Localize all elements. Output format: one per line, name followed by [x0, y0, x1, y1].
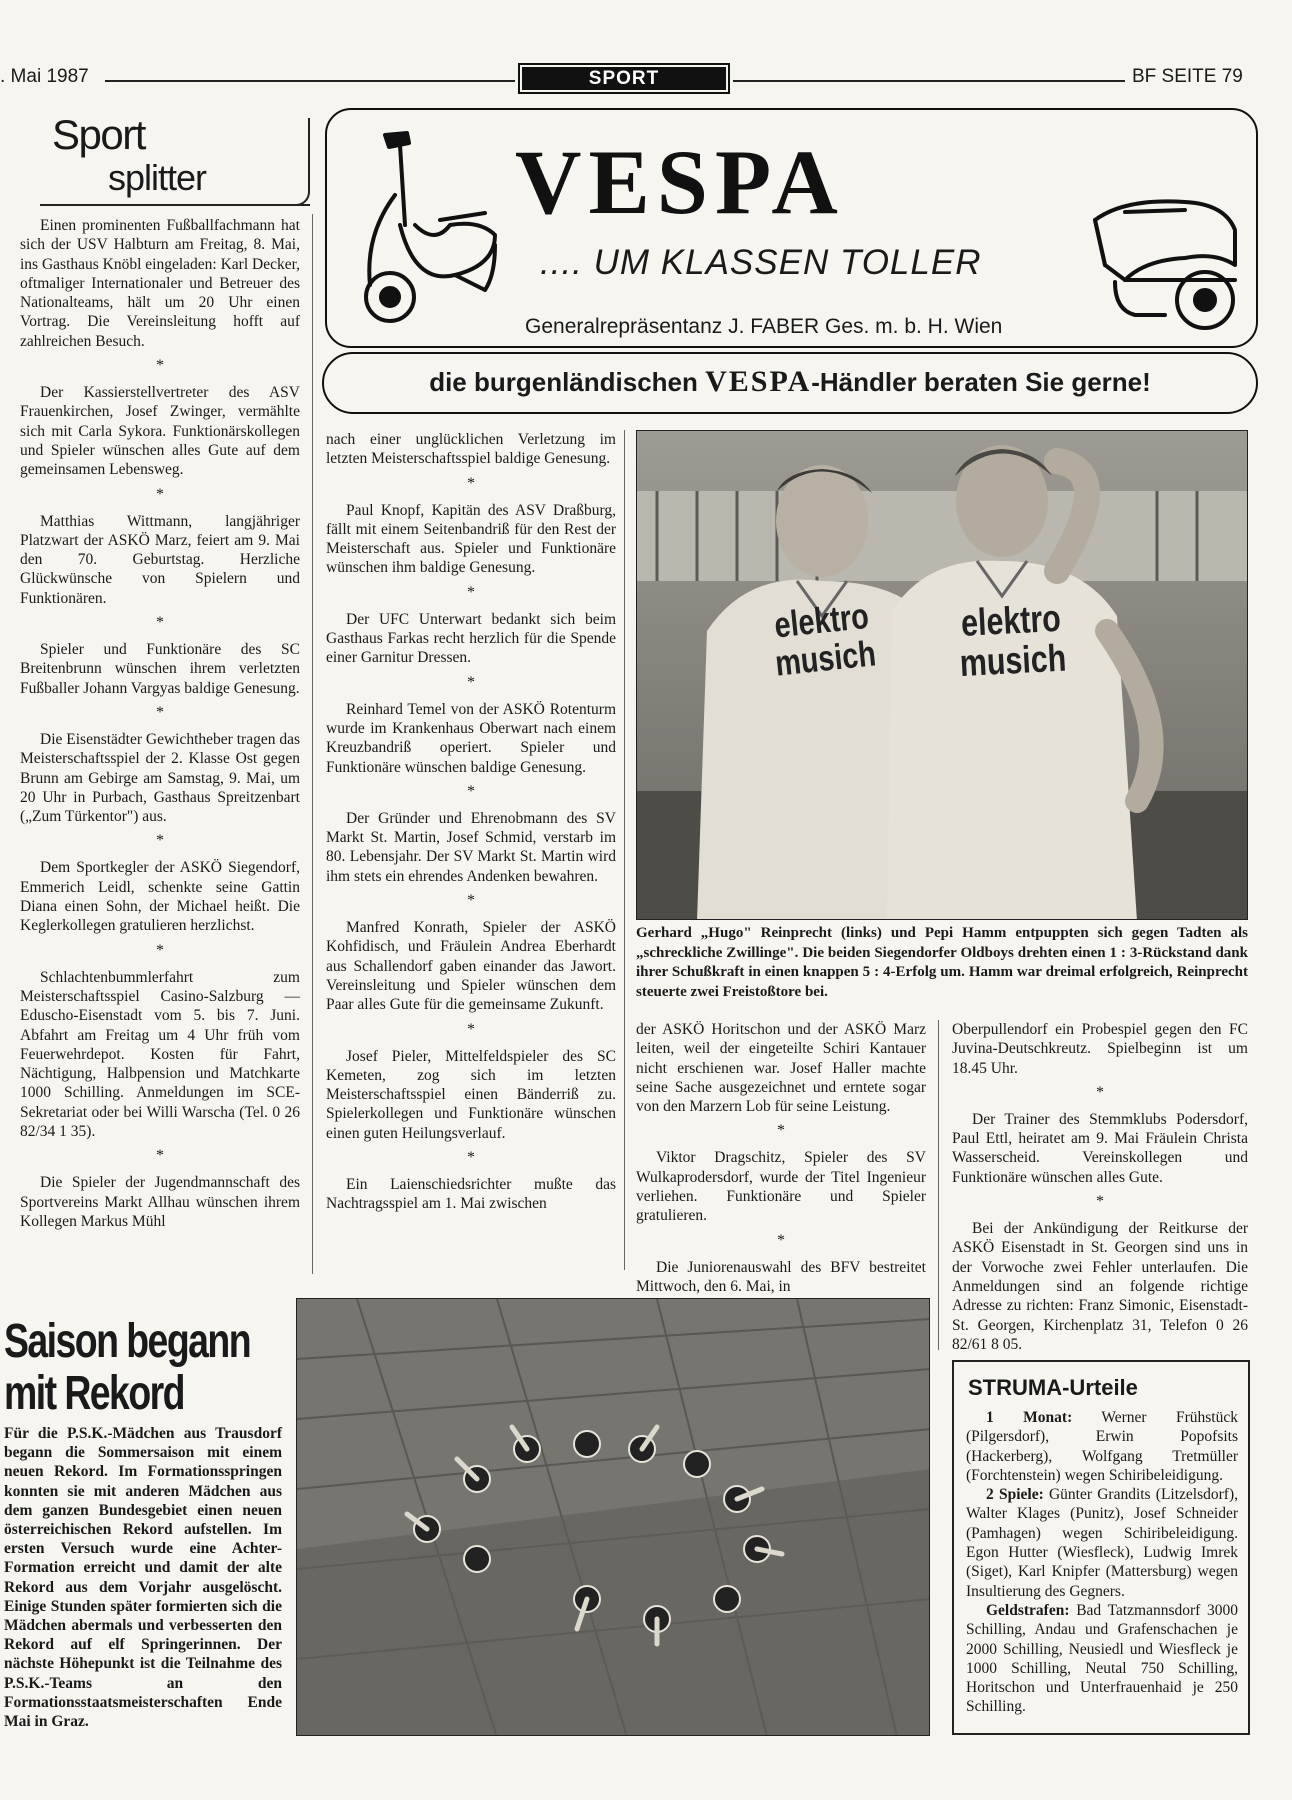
ad-dealer-strip	[322, 352, 1258, 414]
separator-star: *	[467, 474, 475, 492]
separator-star: *	[1096, 1083, 1104, 1101]
dealer-post: -Händler beraten Sie gerne!	[811, 367, 1151, 397]
jersey-print-right	[922, 597, 1102, 686]
title-bracket	[296, 118, 310, 206]
article-text: Matthias Wittmann, langjähriger Platzwart der ASKÖ Marz, feiert am 9. Mai den 70. Geburtstag. Herzliche Glückwünsche von Spielern und Funktionären.	[20, 512, 300, 607]
column-divider	[624, 430, 625, 1270]
article-text: Dem Sportkegler der ASKÖ Siegendorf, Emmerich Leidl, schenkte seine Gattin Diana einen Sohn, der Michael heißt. Die Keglerkollegen gratulieren herzlichst.	[20, 859, 300, 935]
separator-star: *	[156, 1147, 164, 1165]
saison-text: Für die P.S.K.-Mädchen aus Trausdorf begann die Sommersaison mit einem neuen Rekord. Im Formationsspringen konnten sie mit anderen Mädchen aus dem ganzen Bundesgebiet einen neuen österreichischen Rekord aufstellen. Im ersten Versuch wurde eine Achter-Formation erreicht und damit der alte Rekord aus dem Vorjahr ausgelöscht. Einige Stunden später formierten sich die Mädchen abermals und verbesserten den Rekord auf elf Springerinnen. Der nächste Höhepunkt ist die Teilnahme des P.S.K.-Teams an den Formationsstaatsmeisterschaften Ende Mai in Graz.	[4, 1425, 282, 1731]
separator-star: *	[156, 614, 164, 632]
sport-splitter-word1: Sport	[52, 111, 145, 158]
section-label	[518, 63, 730, 94]
separator-star: *	[467, 583, 475, 601]
article-text: Der UFC Unterwart bedankt sich beim Gasthaus Farkas recht herzlich für die Spende einer Garnitur Dressen.	[326, 610, 616, 667]
page-number: BF SEITE 79	[1132, 66, 1243, 87]
struma-text: Günter Grandits (Litzelsdorf), Walter Klages (Punitz), Josef Schneider (Pamhagen) wegen Schiribeleidigung. Egon Hutter (Wiesfleck), Ludwig Imrek (Siget), Karl Knipfer (Mattersburg) wegen Insultierung des Gegners.	[966, 1486, 1239, 1600]
saison-headline	[4, 1316, 285, 1420]
column-divider	[938, 1020, 939, 1350]
scooter-left-icon	[345, 125, 505, 335]
separator-star: *	[467, 1149, 475, 1167]
header-rule-left	[105, 80, 515, 82]
photo-caption: Gerhard „Hugo" Reinprecht (links) und Pepi Hamm entpuppten sich gegen Tadten als „schreckliche Zwillinge". Die beiden Siegendorfer Oldboys drehten einen 1 : 3-Rückstand dank ihrer Schußkraft in einen knappen 5 : 4-Erfolg um. Hamm war dreimal erfolgreich, Reinprecht steuerte zwei Freistoßtore bei.	[636, 925, 1248, 1000]
article-text: Die Spieler der Jugendmannschaft des Sportvereins Markt Allhau wünschen ihrem Kollegen Markus Mühl	[20, 1174, 300, 1230]
struma-label: 1 Monat:	[986, 1409, 1073, 1426]
struma-body	[966, 1408, 1238, 1717]
ad-representative: Generalrepräsentanz J. FABER Ges. m. b. H. Wien	[525, 315, 1003, 338]
separator-star: *	[777, 1122, 785, 1140]
jersey-line2: musich	[958, 637, 1068, 686]
article-text: Manfred Konrath, Spieler der ASKÖ Kohfidisch, und Fräulein Andrea Eberhardt aus Schallendorf gaben einander das Jawort. Vereinsleitung und Spieler wünschen dem Paar alles Gute für die gemeinsame Zukunft.	[326, 919, 616, 1014]
headline-line1: Saison begann	[4, 1315, 251, 1368]
separator-star: *	[777, 1231, 785, 1249]
article-text: nach einer unglücklichen Verletzung im letzten Meisterschaftsspiel baldige Genesung.	[326, 431, 616, 468]
struma-text: Bad Tatzmannsdorf 3000 Schilling, Andau und Grafenschachen je 2000 Schilling, Neusiedl und Wiesfleck je 1000 Schilling, Neutal 750 Schilling, Horitschon und Unterfrauenhaid je 250 Schilling.	[966, 1601, 1238, 1716]
separator-star: *	[467, 1020, 475, 1038]
column-4	[952, 1020, 1248, 1354]
article-text: Einen prominenten Fußballfachmann hat sich der USV Halbturn am Freitag, 8. Mai, ins Gasthaus Knöbl eingeladen: Karl Decker, oftmaliger Internationaler und Betreuer des Nationalteams, hält um 20 Uhr einen Vortrag. Die Vereinsleitung hofft auf zahlreichen Besuch.	[20, 217, 301, 350]
sport-splitter-word2: splitter	[108, 157, 207, 198]
separator-star: *	[467, 782, 475, 800]
article-text: Der Kassierstellvertreter des ASV Frauenkirchen, Josef Zwinger, vermählte sich mit Carla Sykora. Funktionärskollegen und Spieler wünschen alles Gute auf dem gemeinsamen Lebensweg.	[20, 384, 300, 479]
separator-star: *	[156, 941, 164, 959]
separator-star: *	[156, 832, 164, 850]
skydiving-photo-image	[297, 1299, 930, 1736]
football-photo	[636, 430, 1248, 920]
separator-star: *	[1096, 1193, 1104, 1211]
skydiving-photo	[296, 1298, 930, 1736]
article-text: Die Eisenstädter Gewichtheber tragen das Meisterschaftsspiel der 2. Klasse Ost gegen Brunn am Gebirge am Samstag, 9. Mai, um 20 Uhr in Purbach, Gasthaus Spreitzenbart („Zum Türkentor") aus.	[20, 730, 300, 826]
article-text: Spieler und Funktionäre des SC Breitenbrunn wünschen ihrem verletzten Fußballer Johann Vargyas baldige Genesung.	[20, 641, 300, 697]
article-text: Josef Pieler, Mittelfeldspieler des SC Kemeten, zog sich im letzten Meisterschaftsspiel einen Bänderriß zu. Spielerkollegen und Funktionäre wünschen einen guten Heilungsverlauf.	[326, 1047, 616, 1142]
sport-splitter-title	[40, 110, 310, 206]
article-text: Der Trainer des Stemmklubs Podersdorf, Paul Ettl, heiratet am 9. Mai Fräulein Christa Wasserscheid. Vereinskollegen und Funktionäre wünschen alles Gute.	[952, 1110, 1248, 1186]
jersey-line1: elektro	[772, 594, 871, 646]
title-underline	[40, 204, 310, 206]
separator-star: *	[156, 703, 164, 721]
article-text: Reinhard Temel von der ASKÖ Rotenturm wurde im Krankenhaus Oberwart nach einem Kreuzbandriß operiert. Spieler und Funktionäre wünschen baldige Genesung.	[326, 700, 616, 776]
article-text: Ein Laienschiedsrichter mußte das Nachtragsspiel am 1. Mai zwischen	[326, 1176, 616, 1213]
struma-label: 2 Spiele:	[986, 1486, 1044, 1504]
scooter-right-icon	[1085, 190, 1250, 340]
article-text: der ASKÖ Horitschon und der ASKÖ Marz leiten, weil der eingeteilte Schiri Kantauer nicht erschienen war. Josef Haller machte seine Sache ausgezeichnet und erntete sogar von den Marzern Lob für seine Leistung.	[636, 1021, 926, 1116]
header-rule-right	[733, 80, 1125, 82]
struma-text: Werner Frühstück (Pilgersdorf), Erwin Popofsits (Hackerberg), Wolfgang Tretmüller (Forchtenstein) wegen Schiribeleidigung.	[966, 1409, 1238, 1484]
article-text: Der Gründer und Ehrenobmann des SV Markt St. Martin, Josef Schmid, verstarb im 80. Lebensjahr. Der SV Markt St. Martin wird ihm stets ein ehrendes Andenken bewahren.	[326, 809, 616, 885]
column-2	[326, 430, 616, 1214]
vespa-logo: VESPA	[515, 131, 845, 233]
issue-date: . Mai 1987	[0, 66, 89, 87]
separator-star: *	[156, 357, 164, 375]
dealer-pre: die burgenländischen	[429, 367, 706, 397]
struma-item	[966, 1601, 1238, 1717]
article-text: Oberpullendorf ein Probespiel gegen den FC Juvina-Deutschkreutz. Spielbeginn ist um 18.45 Uhr.	[952, 1021, 1248, 1077]
separator-star: *	[467, 892, 475, 910]
dealer-brand: VESPA	[705, 365, 812, 398]
struma-label: Geldstrafen:	[986, 1601, 1070, 1619]
jersey-line2: musich	[773, 632, 878, 684]
column-1	[20, 216, 300, 1231]
article-text: Paul Knopf, Kapitän des ASV Draßburg, fällt mit einem Seitenbandriß für den Rest der Meisterschaft aus. Spieler und Funktionäre wünschen ihm baldige Genesung.	[326, 501, 616, 577]
article-text: Schlachtenbummlerfahrt zum Meisterschaftsspiel Casino-Salzburg — Eduscho-Eisenstadt vom 5. bis 7. Juni. Abfahrt am Freitag um 4 Uhr früh vom Feuerwehrdepot. Kosten für Fahrt, Nächtigung, Halbpension und Matchkarte 1000 Schilling. Anmeldungen im SCE-Sekretariat oder bei Willi Warscha (Tel. 0 26 82/34 1 35).	[20, 968, 300, 1140]
jersey-line1: elektro	[960, 597, 1062, 645]
headline-line2: mit Rekord	[4, 1367, 184, 1420]
article-text: Bei der Ankündigung der Reitkurse der ASKÖ Eisenstadt in St. Georgen sind uns in der Vorwoche zwei Fehler unterlaufen. Die Anmeldungen sind an folgende richtige Adresse zu richten: Franz Simonic, Eisenstadt-St. Georgen, Kirchenplatz 31, Telefon 0 26 82/61 8 05.	[952, 1220, 1248, 1353]
article-text: Viktor Dragschitz, Spieler des SV Wulkaprodersdorf, wurde der Titel Ingenieur verliehen. Funktionäre und Spieler gratulieren.	[636, 1149, 926, 1225]
struma-title: STRUMA-Urteile	[968, 1375, 1138, 1400]
column-3	[636, 1020, 926, 1296]
ad-slogan: .... UM KLASSEN TOLLER	[540, 243, 982, 282]
section-label-text: SPORT	[522, 67, 726, 90]
struma-item	[966, 1485, 1238, 1601]
article-text: Die Juniorenauswahl des BFV bestreitet Mittwoch, den 6. Mai, in	[636, 1258, 926, 1295]
column-divider	[312, 214, 313, 1274]
separator-star: *	[156, 485, 164, 503]
struma-item	[966, 1408, 1238, 1485]
separator-star: *	[467, 673, 475, 691]
